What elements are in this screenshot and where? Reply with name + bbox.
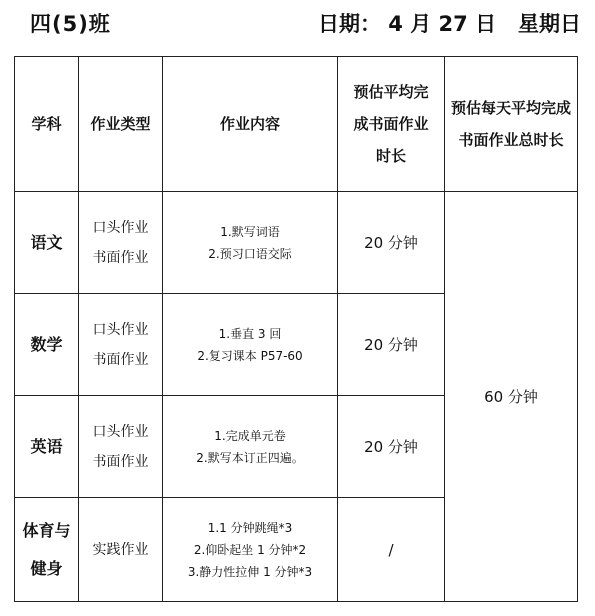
content-cell [163, 498, 338, 602]
subject-name: 健身 [30, 558, 63, 578]
header-type: 作业类型 [79, 57, 163, 192]
content-cell [163, 396, 338, 498]
header-subject: 学科 [15, 57, 79, 192]
type-cell [79, 192, 163, 294]
header-avg-time-line: 预估平均完 [353, 83, 429, 101]
date-label: 日期： 4 月 27 日 星期日 [318, 12, 582, 36]
header-avg-time-line: 成书面作业 [353, 115, 429, 133]
avg-time-cell: 20 分钟 [338, 396, 445, 498]
homework-type: 口头作业 [92, 219, 149, 236]
homework-type: 书面作业 [92, 351, 149, 368]
content-item: 1.完成单元卷 [214, 428, 286, 443]
content-item: 1.1 分钟跳绳*3 [207, 520, 293, 535]
subject-name: 语文 [30, 232, 63, 252]
homework-table [14, 56, 578, 602]
content-item: 2.仰卧起坐 1 分钟*2 [193, 542, 307, 557]
content-item: 3.静力性拉伸 1 分钟*3 [187, 564, 313, 579]
header-avg-time [338, 57, 445, 192]
content-cell [163, 192, 338, 294]
homework-type: 实践作业 [92, 541, 149, 558]
homework-type: 口头作业 [92, 321, 149, 338]
subject-name: 数学 [30, 334, 63, 354]
subject-cell [15, 294, 79, 396]
header-avg-time-line: 时长 [375, 147, 406, 165]
subject-cell [15, 498, 79, 602]
table-header-row [15, 57, 578, 192]
type-cell [79, 396, 163, 498]
avg-time-cell: 20 分钟 [338, 294, 445, 396]
homework-type: 书面作业 [92, 249, 149, 266]
total-time-cell: 60 分钟 [445, 192, 578, 602]
content-item: 1.默写词语 [220, 224, 280, 239]
content-item: 2.复习课本 P57-60 [197, 348, 303, 363]
header-total-time-line: 预估每天平均完成 [450, 99, 571, 117]
header-content: 作业内容 [163, 57, 338, 192]
header-total-time [445, 57, 578, 192]
type-cell [79, 294, 163, 396]
content-item: 2.预习口语交际 [208, 246, 292, 261]
subject-name: 英语 [30, 436, 63, 456]
content-cell [163, 294, 338, 396]
subject-cell [15, 192, 79, 294]
homework-type: 书面作业 [92, 453, 149, 470]
subject-cell [15, 396, 79, 498]
avg-time-cell: / [338, 498, 445, 602]
page-header [0, 8, 595, 42]
type-cell [79, 498, 163, 602]
content-item: 1.垂直 3 回 [218, 326, 282, 341]
avg-time-cell: 20 分钟 [338, 192, 445, 294]
subject-name: 体育与 [22, 520, 71, 540]
class-name: 四(5)班 [30, 12, 111, 36]
content-item: 2.默写本订正四遍。 [196, 450, 304, 465]
table-row [15, 192, 578, 294]
homework-type: 口头作业 [92, 423, 149, 440]
header-total-time-line: 书面作业总时长 [458, 131, 564, 149]
